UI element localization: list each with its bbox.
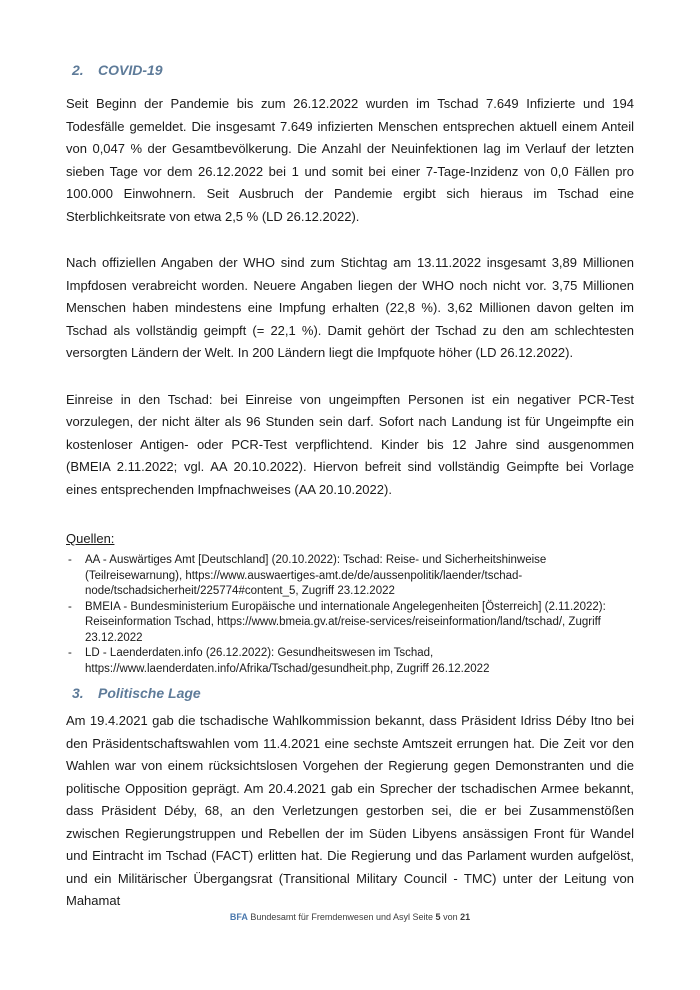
section-heading-politische-lage — [66, 685, 634, 702]
source-list — [66, 553, 634, 677]
section-title: Politische Lage — [98, 685, 201, 701]
footer-org-abbr: BFA — [229, 912, 248, 922]
footer-page-total: 21 — [460, 912, 471, 922]
page-footer — [0, 912, 700, 923]
paragraph-covid-stats: Seit Beginn der Pandemie bis zum 26.12.2022 wurden im Tschad 7.649 Infizierte und 194 Todesfälle gemeldet. Die insgesamt 7.649 infizierten Menschen entsprechen aktuell einem Anteil von 0,047 % der Gesamtbevölkerung. Die Anzahl der Neuinfektionen lag im Verlauf der letzten sieben Tage vor dem 26.12.2022 bei 1 und somit bei einer 7-Tage-Inzidenz von 0,0 Fällen pro 100.000 Einwohnern. Seit Ausbruch der Pandemie ergibt sich hieraus im Tschad eine Sterblichkeitsrate von etwa 2,5 % (LD 26.12.2022). — [66, 96, 634, 224]
source-item-bmeia — [66, 600, 634, 647]
footer-of-label: von — [443, 912, 458, 922]
paragraph-vaccination: Nach offiziellen Angaben der WHO sind zum Stichtag am 13.11.2022 insgesamt 3,89 Millionen Impfdosen verabreicht worden. Neuere Angaben liegen der WHO noch nicht vor. 3,75 Millionen Menschen haben mindestens eine Impfung erhalten (22,8 %). 3,62 Millionen davon gelten im Tschad als vollständig geimpft (= 22,1 %). Damit gehört der Tschad zu den am schlechtesten versorgten Ländern der Welt. In 200 Ländern liegt die Impfquote höher (LD 26.12.2022). — [66, 255, 634, 360]
section-title: COVID-19 — [98, 62, 163, 78]
bullet-dash: - — [68, 647, 72, 659]
section-number: 3. — [72, 685, 84, 701]
source-item-ld — [66, 646, 634, 677]
footer-page-number: 5 — [435, 912, 441, 922]
paragraph-entry-rules: Einreise in den Tschad: bei Einreise von ungeimpften Personen ist ein negativer PCR-Test vorzulegen, der nicht älter als 96 Stunden sein darf. Sofort nach Landung ist für Ungeimpfte ein kostenloser Antigen- oder PCR-Test verpflichtend. Kinder bis 12 Jahre sind ausgenommen (BMEIA 2.11.2022; vgl. AA 20.10.2022). Hiervon befreit sind vollständig Geimpfte bei Vorlage eines entsprechenden Impfnachweises (AA 20.10.2022). — [66, 391, 634, 497]
section-number: 2. — [72, 62, 84, 78]
source-text: AA - Auswärtiges Amt [Deutschland] (20.10.2022): Tschad: Reise- und Sicherheitshinweise (Teilreisewarnung), https://www.auswaertiges-amt.de/de/aussenpolitik/laender/tschad-node/tschadsicherheit/225774#content_5, Zugriff 23.12.2022 — [85, 554, 547, 597]
bullet-dash: - — [68, 554, 72, 566]
sources-section — [66, 530, 634, 677]
source-text: BMEIA - Bundesministerium Europäische und internationale Angelegenheiten [Österreich] (2.11.2022): Reiseinformation Tschad, https://www.bmeia.gv.at/reise-services/reiseinformation/land/tschad/, Zugriff 23.12.2022 — [85, 600, 606, 644]
sources-label: Quellen: — [66, 531, 115, 546]
footer-page-label: Seite — [412, 912, 434, 922]
source-text: LD - Laenderdaten.info (26.12.2022): Gesundheitswesen im Tschad, https://www.laenderdaten.info/Afrika/Tschad/gesundheit.php, Zugriff 26.12.2022 — [85, 647, 490, 675]
source-item-aa — [66, 553, 634, 600]
footer-org-name: Bundesamt für Fremdenwesen und Asyl — [250, 912, 410, 922]
paragraph-political-situation: Am 19.4.2021 gab die tschadische Wahlkommission bekannt, dass Präsident Idriss Déby Itno bei den Präsidentschaftswahlen vom 11.4.2021 eine sechste Amtszeit errungen hat. Die Zeit vor den Wahlen war von einem rücksichtslosen Vorgehen der Regierung gegen Demonstranten und die politische Opposition geprägt. Am 20.4.2021 gab ein Sprecher der tschadischen Armee bekannt, dass Präsident Déby, 68, an den Verletzungen gestorben sei, die er bei Zusammenstößen zwischen Regierungstruppen und Rebellen der im Süden Libyens ansässigen Front für Wandel und Eintracht im Tschad (FACT) erlitten hat. Die Regierung und das Parlament wurden aufgelöst, und ein Militärischer Übergangsrat (Transitional Military Council - TMC) unter der Leitung von Mahamat — [66, 713, 634, 908]
bullet-dash: - — [68, 600, 72, 613]
section-heading-covid — [66, 62, 634, 79]
